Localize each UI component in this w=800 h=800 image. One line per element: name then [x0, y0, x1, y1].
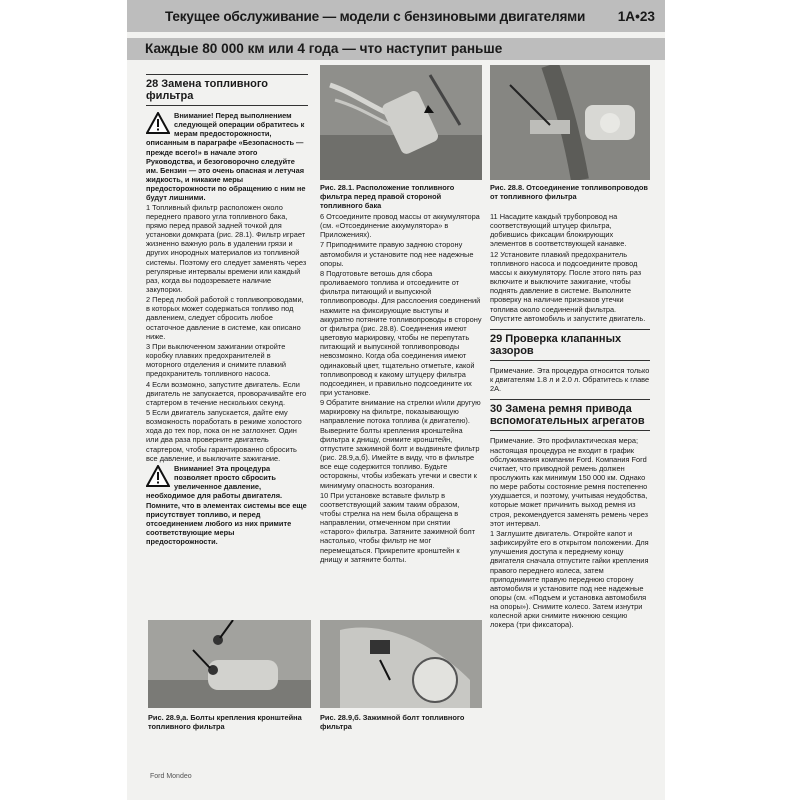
section-28-title: 28 Замена топливного фильтра — [146, 74, 308, 106]
warning-text-2: Внимание! Эта процедура позволяет просто сбросить увеличенное давление, необходимое для работы двигателя. Помните, что в элементах системы все еще присутствует топливо, и перед отсоединением любого из них примите соответствующие меры предосторожности. — [146, 463, 307, 547]
warning-block-2 — [146, 464, 308, 546]
column-1 — [146, 74, 308, 546]
filter-bracket-bolts-image — [148, 620, 311, 708]
page-header — [127, 0, 665, 32]
caption-fig-28-9a: Рис. 28.9,а. Болты крепления кронштейна топливного фильтра — [148, 713, 302, 732]
caption-fig-28-8: Рис. 28.8. Отсоединение топливопроводов от топливного фильтра — [490, 183, 648, 202]
caption-fig-28-9b: Рис. 28.9,б. Зажимной болт топливного фильтра — [320, 713, 465, 732]
fuel-line-disconnect-image — [490, 65, 650, 180]
paragraph-28-10: 10 При установке вставьте фильтр в соответствующий зажим таким образом, чтобы стрелка на нем была обращена в направлении, отмеченном при снятии «старого» фильтра. Затяните зажимной болт настолько, чтобы фильтр не мог перемещаться. Прикрепите кронштейн к днищу и затяните болты. — [320, 490, 476, 564]
paragraph-28-1: 1 Топливный фильтр расположен около переднего правого угла топливного бака, прямо перед правой задней точкой для установки домкрата (рис. 28.1). Фильтр играет жизненно важную роль в удалении грязи и других инородных материалов из топливной системы. Поэтому его следует заменять через регулярные интервалы времени или каждый раз, когда вы подозреваете наличие закупорки. — [146, 202, 307, 294]
interval-title: Каждые 80 000 км или 4 года — что наступит раньше — [145, 41, 503, 56]
caption-fig-28-1: Рис. 28.1. Расположение топливного фильтра перед правой стороной топливного бака — [320, 183, 455, 211]
filter-clamp-bolt-image — [320, 620, 482, 708]
note-29: Примечание. Эта процедура относится только к двигателям 1.8 л и 2.0 л. Обратитесь к главе 2А. — [490, 365, 650, 394]
paragraph-28-8: 8 Подготовьте ветошь для сбора проливаемого топлива и отсоедините от фильтра питающий и выпускной топливопроводы. Для расслоения соединений нажмите на фиксирующие выступы и аккуратно потяните топливопроводы в сторону от фильтра (рис. 28.8). Соединения имеют цветовую маркировку, чтобы не перепутать питающий и выпускной топливопроводы невозможно. Когда оба соединения имеют одинаковый цвет, тщательно отметьте, какой топливопровод к какому штуцеру фильтра подсоединен, и правильно подсоедините их при установке. — [320, 268, 482, 397]
section-29-title: 29 Проверка клапанных зазоров — [490, 329, 650, 361]
page-number: 1A•23 — [617, 9, 655, 24]
fuel-filter-location-image — [320, 65, 482, 180]
paragraph-28-4: 4 Если возможно, запустите двигатель. Если двигатель не запускается, проворачивайте его стартером в течение нескольких секунд. — [146, 379, 307, 407]
paragraph-28-6: 6 Отсоедините провод массы от аккумулятора (см. «Отсоединение аккумулятора» в Приложениях). — [320, 212, 480, 240]
interval-header — [127, 38, 665, 60]
column-2 — [320, 212, 482, 565]
section-30-title: 30 Замена ремня привода вспомогательных агрегатов — [490, 399, 650, 431]
paragraph-28-3: 3 При выключенном зажигании откройте коробку плавких предохранителей в моторного отделения и снимите плавкий предохранитель топливного насоса. — [146, 341, 286, 379]
warning-text-1: Внимание! Перед выполнением следующей операции обратитесь к мерам предосторожности, описанным в параграфе «Безопасность — прежде всего!» в начале этого Руководства, и безоговорочно следуйте им. Бензин — это очень опасная и летучая жидкость, и никакие меры предосторожности по обращению с ним не будут лишними. — [146, 111, 306, 203]
paragraph-28-12: 12 Установите плавкий предохранитель топливного насоса и подсоедините провод массы к аккумулятору. После этого пять раз включите и выключите зажигание, чтобы поднять давление в системе. Выполните проверку на наличие признаков утечки топлива около соединений фильтра. Опустите автомобиль и запустите двигатель. — [490, 249, 646, 323]
photo-fig-28-9a — [148, 620, 311, 708]
paragraph-28-7: 7 Приподнимите правую заднюю сторону автомобиля и установите под нее надежные опоры. — [320, 240, 474, 268]
photo-fig-28-8 — [490, 65, 650, 180]
paragraph-28-5: 5 Если двигатель запускается, дайте ему возможность поработать в режиме холостого хода до тех пор, пока он не заглохнет. Один или два раза проверните двигатель стартером, чтобы гарантированно сбросить все давление, и выключите зажигание. — [146, 408, 302, 463]
column-3 — [490, 212, 650, 631]
paragraph-28-2: 2 Перед любой работой с топливопроводами, в которых может содержаться топливо под давлением, следует сбросить любое остаточное давление в системе, как описано ниже. — [146, 295, 304, 341]
warning-triangle-icon — [146, 112, 170, 134]
paragraph-28-11: 11 Насадите каждый трубопровод на соответствующий штуцер фильтра, добившись фиксации блокирующих элементов в соответствующей канавке. — [490, 212, 627, 249]
header-title: Текущее обслуживание — модели с бензиновыми двигателями — [165, 9, 586, 24]
paragraph-28-9: 9 Обратите внимание на стрелки и/или другую маркировку на фильтре, показывающую направление потока топлива (к двигателю). Выверните болты крепления кронштейна фильтра к днищу, снимите кронштейн, отпустите зажимной болт и выдвиньте фильтр (рис. 28.9,а,б). Имейте в виду, что в фильтре все еще содержится топливо. Будьте осторожны, чтобы избежать утечки и свести к минимуму опасность возгорания. — [320, 398, 481, 490]
note-30: Примечание. Это профилактическая мера; настоящая процедура не входит в график обслуживания компании Ford. Компания Ford считает, что приводной ремень должен прослужить как минимум 150 000 км. Однако по мере работы состояние ремня постепенно ухудшается, и поэтому, учитывая неудобства, которые может причинить выход ремня из строя, рекомендуется заменять ремень через этот интервал. — [490, 436, 649, 528]
photo-fig-28-1 — [320, 65, 482, 180]
photo-fig-28-9b — [320, 620, 482, 708]
warning-triangle-icon — [146, 465, 170, 487]
footer-model: Ford Mondeo — [150, 773, 192, 780]
paragraph-30-1: 1 Заглушите двигатель. Откройте капот и зафиксируйте его в открытом положении. Для улучшения доступа к переднему концу двигателя сначала отпустите гайки крепления правого переднего колеса, затем приподнимите правую переднюю сторону автомобиля и установите под нее надежные опоры (см. «Подъем и установка автомобиля на опоры»). Снимите колесо. Затем изнутри колесной арки снимите нижнюю секцию локера (три фиксатора). — [490, 528, 649, 630]
warning-block-1 — [146, 111, 308, 203]
